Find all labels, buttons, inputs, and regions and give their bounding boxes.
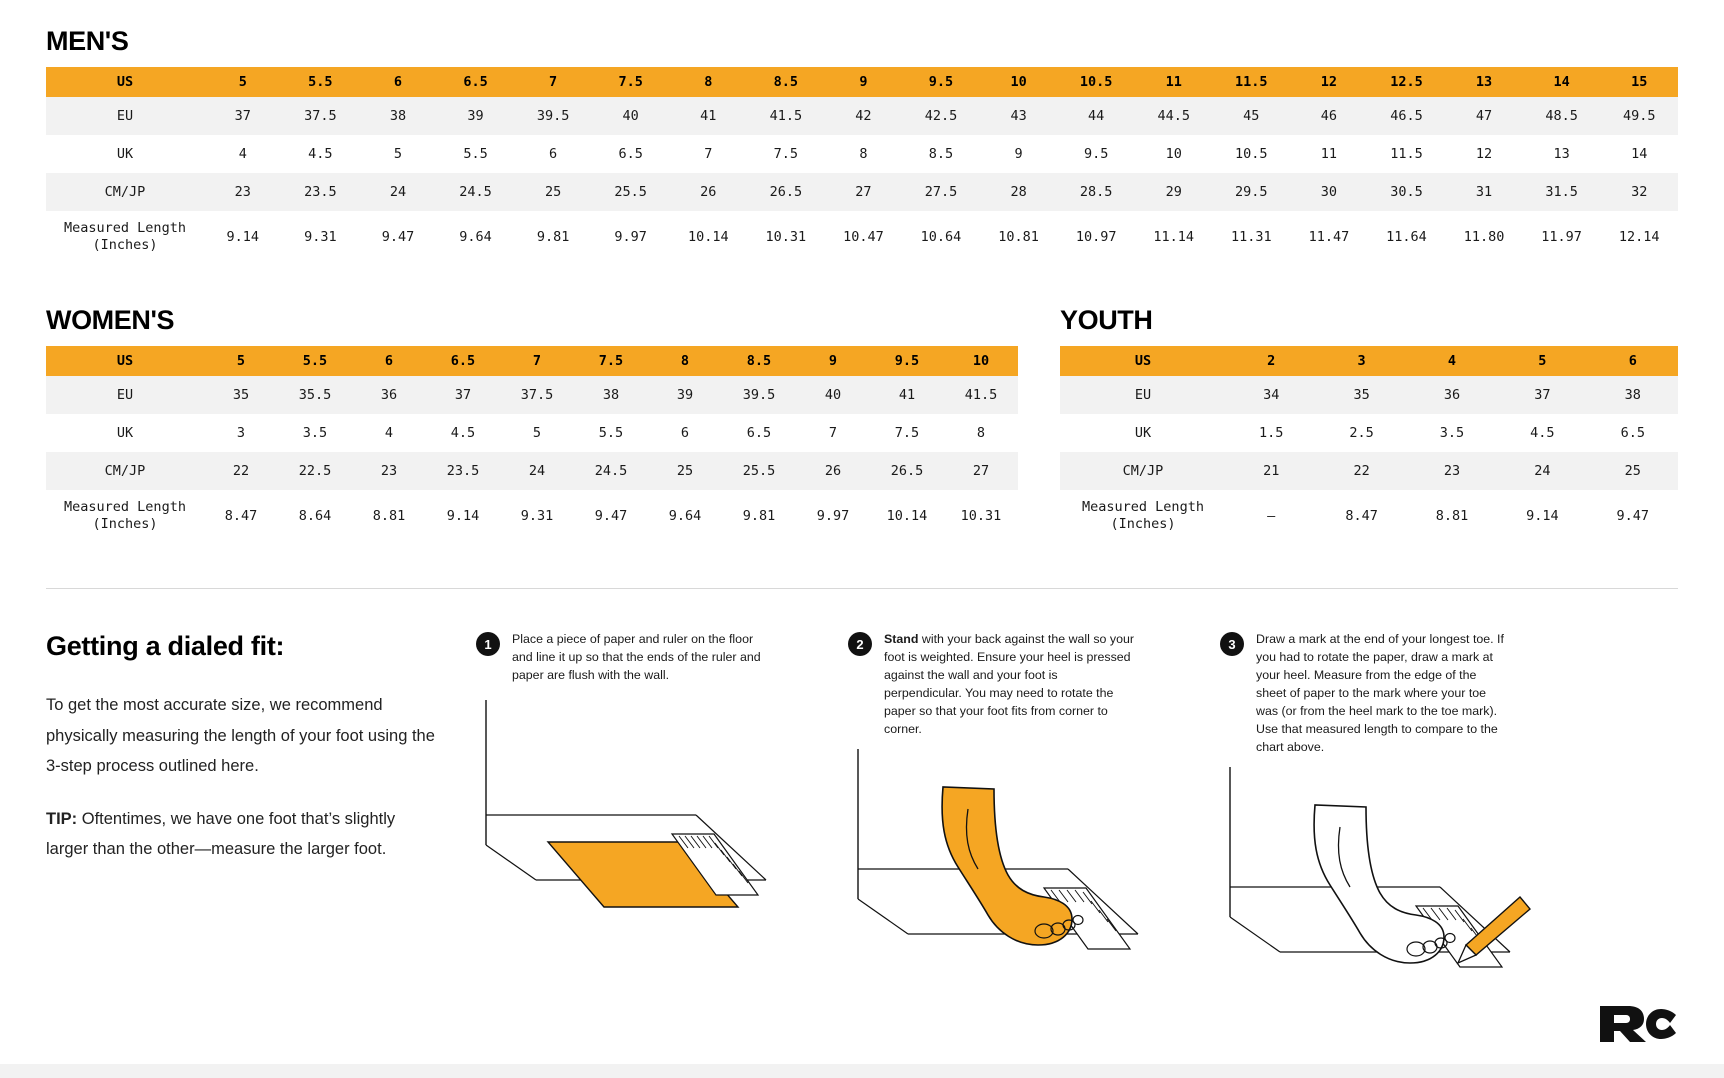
step-2-body: with your back against the wall so your foot is weighted. Ensure your heel is pressed against the wall and your foot is perpendicular. You may need to rotate the paper so that your foot fits from corner to corner. [884, 632, 1134, 736]
cell: 10.14 [669, 211, 747, 263]
step-1-illustration [476, 695, 834, 950]
cell: 10.64 [902, 211, 980, 263]
cell: 5 [359, 135, 437, 173]
row-label-measured [46, 211, 204, 263]
cell: 13 [1523, 135, 1601, 173]
header-cell: 9.5 [870, 346, 944, 376]
cell: 35 [1316, 376, 1406, 414]
steps-container [476, 631, 1678, 1022]
header-cell: 5 [1497, 346, 1587, 376]
cell: 39.5 [514, 97, 592, 135]
cell: 28 [980, 173, 1058, 211]
header-us: US [46, 346, 204, 376]
table-header-row [1060, 346, 1678, 376]
cell: 4.5 [1497, 414, 1587, 452]
cell: 9.97 [592, 211, 670, 263]
cell: 31.5 [1523, 173, 1601, 211]
step-1-text: Place a piece of paper and ruler on the floor and line it up so that the ends of the ruler and paper are flush with the wall. [512, 632, 761, 682]
row-label-cmjp: CM/JP [46, 452, 204, 490]
cell: 7.5 [870, 414, 944, 452]
header-cell: 8 [669, 67, 747, 97]
row-label-uk: UK [46, 414, 204, 452]
cell: 8.47 [1316, 490, 1406, 542]
youth-size-table [1060, 346, 1678, 542]
header-cell: 6.5 [426, 346, 500, 376]
cell: 9.14 [204, 211, 282, 263]
table-row [46, 211, 1678, 263]
cell: 11.97 [1523, 211, 1601, 263]
header-cell: 2 [1226, 346, 1316, 376]
table-row [46, 452, 1018, 490]
cell: 9.47 [574, 490, 648, 542]
cell: 6.5 [592, 135, 670, 173]
table-row [46, 135, 1678, 173]
cell: 40 [796, 376, 870, 414]
womens-title: WOMEN'S [46, 305, 175, 335]
cell: 11.5 [1368, 135, 1446, 173]
measured-line2: (Inches) [92, 516, 158, 532]
table-row [1060, 452, 1678, 490]
cell: 10.81 [980, 211, 1058, 263]
row-label-uk: UK [1060, 414, 1226, 452]
row-label-eu: EU [46, 376, 204, 414]
cell: 4 [204, 135, 282, 173]
header-cell: 7 [514, 67, 592, 97]
measured-line1: Measured Length [64, 220, 186, 237]
youth-section [1060, 305, 1678, 542]
cell: 7 [669, 135, 747, 173]
cell: 42.5 [902, 97, 980, 135]
cell: 4.5 [282, 135, 360, 173]
cell: 11 [1290, 135, 1368, 173]
cell: 22.5 [278, 452, 352, 490]
mens-size-table [46, 67, 1678, 263]
cell: 8.47 [204, 490, 278, 542]
cell: 2.5 [1316, 414, 1406, 452]
row-label-cmjp: CM/JP [1060, 452, 1226, 490]
cell: 4 [352, 414, 426, 452]
cell: 46 [1290, 97, 1368, 135]
measured-line1: Measured Length [64, 499, 186, 516]
cell: 6 [648, 414, 722, 452]
cell: 10.5 [1213, 135, 1291, 173]
cell: 23 [1407, 452, 1497, 490]
header-cell: 6 [1588, 346, 1678, 376]
cell: 37.5 [500, 376, 574, 414]
cell: 14 [1600, 135, 1678, 173]
header-cell: 11.5 [1213, 67, 1291, 97]
cell: 47 [1445, 97, 1523, 135]
cell: 42 [825, 97, 903, 135]
cell: 11.47 [1290, 211, 1368, 263]
step-2-illustration [848, 749, 1206, 1004]
cell: 25 [514, 173, 592, 211]
cell: 37 [204, 97, 282, 135]
cell: 23.5 [426, 452, 500, 490]
cell: 11.64 [1368, 211, 1446, 263]
cell: 1.5 [1226, 414, 1316, 452]
cell: 12 [1445, 135, 1523, 173]
cell: 27.5 [902, 173, 980, 211]
cell: 9.5 [1057, 135, 1135, 173]
cell: 35.5 [278, 376, 352, 414]
cell: 9.64 [648, 490, 722, 542]
cell: 26.5 [747, 173, 825, 211]
cell: 28.5 [1057, 173, 1135, 211]
cell: 41 [870, 376, 944, 414]
cell: 25 [1588, 452, 1678, 490]
cell: 9.31 [500, 490, 574, 542]
header-cell: 5.5 [278, 346, 352, 376]
cell: 29.5 [1213, 173, 1291, 211]
cell: 6.5 [722, 414, 796, 452]
cell: 25.5 [592, 173, 670, 211]
step-number-badge: 2 [848, 632, 872, 656]
cell: 37.5 [282, 97, 360, 135]
header-cell: 10.5 [1057, 67, 1135, 97]
tip-label: TIP: [46, 809, 78, 828]
cell: 38 [1588, 376, 1678, 414]
cell: 9.81 [514, 211, 592, 263]
cell: 29 [1135, 173, 1213, 211]
header-cell: 9.5 [902, 67, 980, 97]
table-row [46, 376, 1018, 414]
cell: 6.5 [1588, 414, 1678, 452]
step-3 [1220, 631, 1592, 1022]
header-cell: 10 [944, 346, 1018, 376]
header-us: US [1060, 346, 1226, 376]
cell: 3 [204, 414, 278, 452]
cell: 25 [648, 452, 722, 490]
cell: 39.5 [722, 376, 796, 414]
cell: 23.5 [282, 173, 360, 211]
cell: – [1226, 490, 1316, 542]
table-row [46, 414, 1018, 452]
measured-line2: (Inches) [1110, 516, 1176, 532]
cell: 9.14 [426, 490, 500, 542]
row-label-eu: EU [46, 97, 204, 135]
header-cell: 6 [352, 346, 426, 376]
dialed-fit-text [46, 631, 476, 1022]
cell: 9.31 [282, 211, 360, 263]
cell: 41 [669, 97, 747, 135]
cell: 24 [1497, 452, 1587, 490]
table-header-row [46, 67, 1678, 97]
cell: 43 [980, 97, 1058, 135]
step-2-bold-lead: Stand [884, 632, 919, 646]
header-cell: 13 [1445, 67, 1523, 97]
header-cell: 12 [1290, 67, 1368, 97]
header-cell: 12.5 [1368, 67, 1446, 97]
cell: 26.5 [870, 452, 944, 490]
row-label-cmjp: CM/JP [46, 173, 204, 211]
cell: 30 [1290, 173, 1368, 211]
cell: 9.14 [1497, 490, 1587, 542]
cell: 24.5 [574, 452, 648, 490]
cell: 36 [1407, 376, 1497, 414]
step-2 [848, 631, 1220, 1022]
section-divider [46, 588, 1678, 589]
womens-size-table [46, 346, 1018, 542]
cell: 22 [204, 452, 278, 490]
header-cell: 7.5 [592, 67, 670, 97]
header-cell: 3 [1316, 346, 1406, 376]
cell: 8 [944, 414, 1018, 452]
cell: 10 [1135, 135, 1213, 173]
header-cell: 5 [204, 67, 282, 97]
cell: 24 [500, 452, 574, 490]
header-cell: 8.5 [747, 67, 825, 97]
cell: 6 [514, 135, 592, 173]
header-cell: 6 [359, 67, 437, 97]
cell: 36 [352, 376, 426, 414]
cell: 5.5 [437, 135, 515, 173]
cell: 21 [1226, 452, 1316, 490]
row-label-uk: UK [46, 135, 204, 173]
header-cell: 11 [1135, 67, 1213, 97]
step-number-badge: 3 [1220, 632, 1244, 656]
cell: 25.5 [722, 452, 796, 490]
measured-line2: (Inches) [92, 237, 158, 253]
cell: 8.5 [902, 135, 980, 173]
table-row [46, 490, 1018, 542]
tip-text: Oftentimes, we have one foot that’s slightly larger than the other—measure the larger foot. [46, 809, 396, 859]
header-cell: 8.5 [722, 346, 796, 376]
header-cell: 9 [796, 346, 870, 376]
header-cell: 8 [648, 346, 722, 376]
cell: 8 [825, 135, 903, 173]
cell: 27 [825, 173, 903, 211]
cell: 23 [204, 173, 282, 211]
cell: 45 [1213, 97, 1291, 135]
table-row [1060, 490, 1678, 542]
header-cell: 9 [825, 67, 903, 97]
step-number-badge: 1 [476, 632, 500, 656]
header-cell: 10 [980, 67, 1058, 97]
step-1 [476, 631, 848, 1022]
cell: 38 [574, 376, 648, 414]
header-cell: 14 [1523, 67, 1601, 97]
cell: 44.5 [1135, 97, 1213, 135]
mens-section [46, 26, 1678, 263]
cell: 8.64 [278, 490, 352, 542]
row-label-measured [1060, 490, 1226, 542]
cell: 11.80 [1445, 211, 1523, 263]
cell: 7 [796, 414, 870, 452]
dialed-fit-section [46, 631, 1678, 1022]
cell: 8.81 [352, 490, 426, 542]
cell: 4.5 [426, 414, 500, 452]
cell: 10.97 [1057, 211, 1135, 263]
header-cell: 7.5 [574, 346, 648, 376]
cell: 22 [1316, 452, 1406, 490]
cell: 30.5 [1368, 173, 1446, 211]
cell: 3.5 [278, 414, 352, 452]
cell: 48.5 [1523, 97, 1601, 135]
table-row [46, 97, 1678, 135]
cell: 38 [359, 97, 437, 135]
cell: 37 [426, 376, 500, 414]
cell: 9 [980, 135, 1058, 173]
row-label-measured [46, 490, 204, 542]
page-bottom-strip [0, 1064, 1724, 1078]
cell: 26 [669, 173, 747, 211]
cell: 11.14 [1135, 211, 1213, 263]
table-row [46, 173, 1678, 211]
cell: 39 [648, 376, 722, 414]
cell: 12.14 [1600, 211, 1678, 263]
cell: 27 [944, 452, 1018, 490]
header-cell: 6.5 [437, 67, 515, 97]
dialed-fit-paragraph: To get the most accurate size, we recommend physically measuring the length of your foot using the 3-step process outlined here. [46, 696, 435, 776]
cell: 39 [437, 97, 515, 135]
cell: 9.81 [722, 490, 796, 542]
cell: 5.5 [574, 414, 648, 452]
cell: 37 [1497, 376, 1587, 414]
step-3-text: Draw a mark at the end of your longest toe. If you had to rotate the paper, draw a mark at your heel. Measure from the edge of the sheet of paper to the mark where your toe was (or from the heel mark to the toe mark). Use that measured length to compare to the chart above. [1256, 632, 1504, 754]
youth-title: YOUTH [1060, 305, 1153, 335]
cell: 9.47 [359, 211, 437, 263]
cell: 5 [500, 414, 574, 452]
header-cell: 7 [500, 346, 574, 376]
step-3-illustration [1220, 767, 1578, 1022]
cell: 46.5 [1368, 97, 1446, 135]
header-cell: 15 [1600, 67, 1678, 97]
cell: 9.47 [1588, 490, 1678, 542]
dialed-fit-heading: Getting a dialed fit: [46, 631, 285, 661]
womens-section [46, 305, 1018, 542]
cell: 8.81 [1407, 490, 1497, 542]
cell: 35 [204, 376, 278, 414]
cell: 41.5 [747, 97, 825, 135]
dialed-fit-tip [46, 804, 436, 865]
cell: 32 [1600, 173, 1678, 211]
brand-logo [1598, 1002, 1678, 1044]
table-header-row [46, 346, 1018, 376]
row-label-eu: EU [1060, 376, 1226, 414]
cell: 10.14 [870, 490, 944, 542]
cell: 34 [1226, 376, 1316, 414]
cell: 11.31 [1213, 211, 1291, 263]
cell: 23 [352, 452, 426, 490]
cell: 10.31 [944, 490, 1018, 542]
cell: 10.31 [747, 211, 825, 263]
step-2-text [884, 631, 1134, 739]
cell: 40 [592, 97, 670, 135]
cell: 7.5 [747, 135, 825, 173]
cell: 49.5 [1600, 97, 1678, 135]
cell: 9.64 [437, 211, 515, 263]
table-row [1060, 414, 1678, 452]
table-row [1060, 376, 1678, 414]
measured-line1: Measured Length [1082, 499, 1204, 516]
cell: 31 [1445, 173, 1523, 211]
cell: 3.5 [1407, 414, 1497, 452]
header-cell: 5 [204, 346, 278, 376]
cell: 44 [1057, 97, 1135, 135]
cell: 41.5 [944, 376, 1018, 414]
cell: 24 [359, 173, 437, 211]
mens-title: MEN'S [46, 26, 129, 56]
cell: 10.47 [825, 211, 903, 263]
header-cell: 4 [1407, 346, 1497, 376]
cell: 26 [796, 452, 870, 490]
header-us: US [46, 67, 204, 97]
cell: 9.97 [796, 490, 870, 542]
cell: 24.5 [437, 173, 515, 211]
header-cell: 5.5 [282, 67, 360, 97]
